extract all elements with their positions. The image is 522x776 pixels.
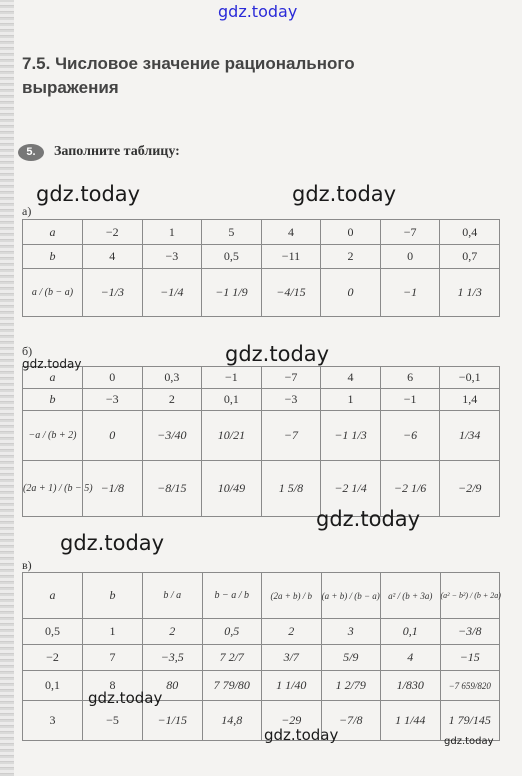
answer-cell[interactable]: −1 — [380, 269, 440, 317]
table-cell: 3 — [23, 701, 83, 741]
table-cell: 0,7 — [440, 245, 500, 269]
watermark[interactable]: gdz.today — [225, 342, 330, 366]
table-row — [23, 269, 500, 317]
row-header: −a / (b + 2) — [23, 411, 83, 461]
answer-cell[interactable]: 0,5 — [202, 619, 262, 645]
answer-cell[interactable]: −3/40 — [142, 411, 202, 461]
column-header: a — [23, 573, 83, 619]
table-row — [23, 245, 500, 269]
answer-cell[interactable]: −7 659/820 — [440, 671, 500, 701]
task-heading — [18, 144, 180, 161]
table-cell: 0,5 — [23, 619, 83, 645]
watermark[interactable]: gdz.today — [60, 531, 165, 555]
answer-cell[interactable]: 4 — [381, 645, 441, 671]
answer-cell[interactable]: −7/8 — [321, 701, 381, 741]
answer-cell[interactable]: −2/9 — [440, 461, 500, 517]
section-title: 7.5. Числовое значение рационального выражения — [22, 54, 355, 97]
table-b — [22, 366, 500, 517]
table-cell: 4 — [83, 245, 143, 269]
table-cell: −3 — [142, 245, 202, 269]
answer-cell[interactable]: 10/49 — [202, 461, 262, 517]
answer-cell[interactable]: 10/21 — [202, 411, 262, 461]
answer-cell[interactable]: 5/9 — [321, 645, 381, 671]
table-cell: 6 — [380, 367, 440, 389]
table-cell: −3 — [83, 389, 143, 411]
table-cell: 0,3 — [142, 367, 202, 389]
row-header: a — [23, 367, 83, 389]
answer-cell[interactable]: −1/8 — [83, 461, 143, 517]
table-cell: −2 — [23, 645, 83, 671]
answer-cell[interactable]: 3/7 — [262, 645, 322, 671]
page-binding — [0, 0, 14, 776]
table-c — [22, 572, 500, 741]
table-cell: −7 — [380, 220, 440, 245]
answer-cell[interactable]: 1 5/8 — [261, 461, 321, 517]
column-header: (a + b) / (b − a) — [321, 573, 381, 619]
table-cell: 0 — [83, 367, 143, 389]
part-c-label: в) — [22, 558, 32, 572]
answer-cell[interactable]: −6 — [380, 411, 440, 461]
answer-cell[interactable]: 1/830 — [381, 671, 441, 701]
table-cell: −3 — [261, 389, 321, 411]
table-cell: 0 — [380, 245, 440, 269]
answer-cell[interactable]: 7 2/7 — [202, 645, 262, 671]
table-cell: 2 — [142, 389, 202, 411]
answer-cell[interactable]: 1 1/3 — [440, 269, 500, 317]
table-cell: −7 — [261, 367, 321, 389]
column-header: a² / (b + 3a) — [381, 573, 441, 619]
row-header: a / (b − a) — [23, 269, 83, 317]
answer-cell[interactable]: −1 1/9 — [202, 269, 262, 317]
table-cell: −2 — [83, 220, 143, 245]
table-cell: 1,4 — [440, 389, 500, 411]
column-header: b / a — [143, 573, 203, 619]
table-row — [23, 573, 500, 619]
answer-cell[interactable]: −29 — [262, 701, 322, 741]
table-cell: −1 — [202, 367, 262, 389]
answer-cell[interactable]: 0,1 — [381, 619, 441, 645]
answer-cell[interactable]: −8/15 — [142, 461, 202, 517]
table-cell: 1 — [142, 220, 202, 245]
answer-cell[interactable]: 1 2/79 — [321, 671, 381, 701]
table-cell: 0,1 — [23, 671, 83, 701]
answer-cell[interactable]: −1/3 — [83, 269, 143, 317]
answer-cell[interactable]: −3/8 — [440, 619, 500, 645]
table-cell: −0,1 — [440, 367, 500, 389]
column-header: b — [83, 573, 143, 619]
answer-cell[interactable]: 0 — [83, 411, 143, 461]
part-b-label: б) — [22, 344, 33, 358]
table-row — [23, 389, 500, 411]
table-row — [23, 619, 500, 645]
answer-cell[interactable]: −4/15 — [261, 269, 321, 317]
answer-cell[interactable]: 1 1/44 — [381, 701, 441, 741]
watermark[interactable]: gdz.today — [444, 736, 494, 747]
table-row — [23, 461, 500, 517]
answer-cell[interactable]: −1/4 — [142, 269, 202, 317]
part-a-label: а) — [22, 204, 32, 218]
watermark[interactable]: gdz.today — [88, 689, 163, 707]
answer-cell[interactable]: 1 1/40 — [262, 671, 322, 701]
table-cell: 0,4 — [440, 220, 500, 245]
table-cell: 4 — [261, 220, 321, 245]
column-header: (a² − b²) / (b + 2a) — [440, 573, 500, 619]
table-a — [22, 219, 500, 317]
answer-cell[interactable]: 0 — [321, 269, 381, 317]
answer-cell[interactable]: −15 — [440, 645, 500, 671]
answer-cell[interactable]: −2 1/6 — [380, 461, 440, 517]
task-text: Заполните таблицу: — [54, 144, 180, 159]
answer-cell[interactable]: 1 79/145 — [440, 701, 500, 741]
table-cell: 2 — [321, 245, 381, 269]
task-number-badge: 5. — [18, 144, 44, 161]
answer-cell[interactable]: −3,5 — [143, 645, 203, 671]
table-cell: 4 — [321, 367, 381, 389]
column-header: b − a / b — [202, 573, 262, 619]
watermark[interactable]: gdz.today — [264, 726, 339, 744]
table-cell: 8 — [83, 671, 143, 701]
answer-cell[interactable]: 80 — [143, 671, 203, 701]
row-header: b — [23, 389, 83, 411]
answer-cell[interactable]: 7 79/80 — [202, 671, 262, 701]
table-cell: −1 — [380, 389, 440, 411]
watermark[interactable]: gdz.today — [22, 357, 82, 371]
column-header: (2a + b) / b — [262, 573, 322, 619]
row-header: (2a + 1) / (b − 5) — [23, 461, 83, 517]
watermark[interactable]: gdz.today — [316, 507, 421, 531]
table-cell: 1 — [83, 619, 143, 645]
row-header: b — [23, 245, 83, 269]
table-cell: 0 — [321, 220, 381, 245]
answer-cell[interactable]: 14,8 — [202, 701, 262, 741]
table-cell: 0,1 — [202, 389, 262, 411]
answer-cell[interactable]: 2 — [143, 619, 203, 645]
answer-cell[interactable]: 1/34 — [440, 411, 500, 461]
table-cell: −11 — [261, 245, 321, 269]
table-cell: −5 — [83, 701, 143, 741]
answer-cell[interactable]: −7 — [261, 411, 321, 461]
table-row — [23, 645, 500, 671]
table-cell: 7 — [83, 645, 143, 671]
answer-cell[interactable]: −1/15 — [143, 701, 203, 741]
table-cell: 5 — [202, 220, 262, 245]
watermark[interactable]: gdz.today — [36, 182, 141, 206]
table-row — [23, 220, 500, 245]
table-cell: 1 — [321, 389, 381, 411]
answer-cell[interactable]: 3 — [321, 619, 381, 645]
table-cell: 0,5 — [202, 245, 262, 269]
answer-cell[interactable]: −2 1/4 — [321, 461, 381, 517]
answer-cell[interactable]: −1 1/3 — [321, 411, 381, 461]
answer-cell[interactable]: 2 — [262, 619, 322, 645]
row-header: a — [23, 220, 83, 245]
table-row — [23, 367, 500, 389]
watermark[interactable]: gdz.today — [292, 182, 397, 206]
table-row — [23, 411, 500, 461]
watermark-top[interactable]: gdz.today — [218, 2, 298, 21]
